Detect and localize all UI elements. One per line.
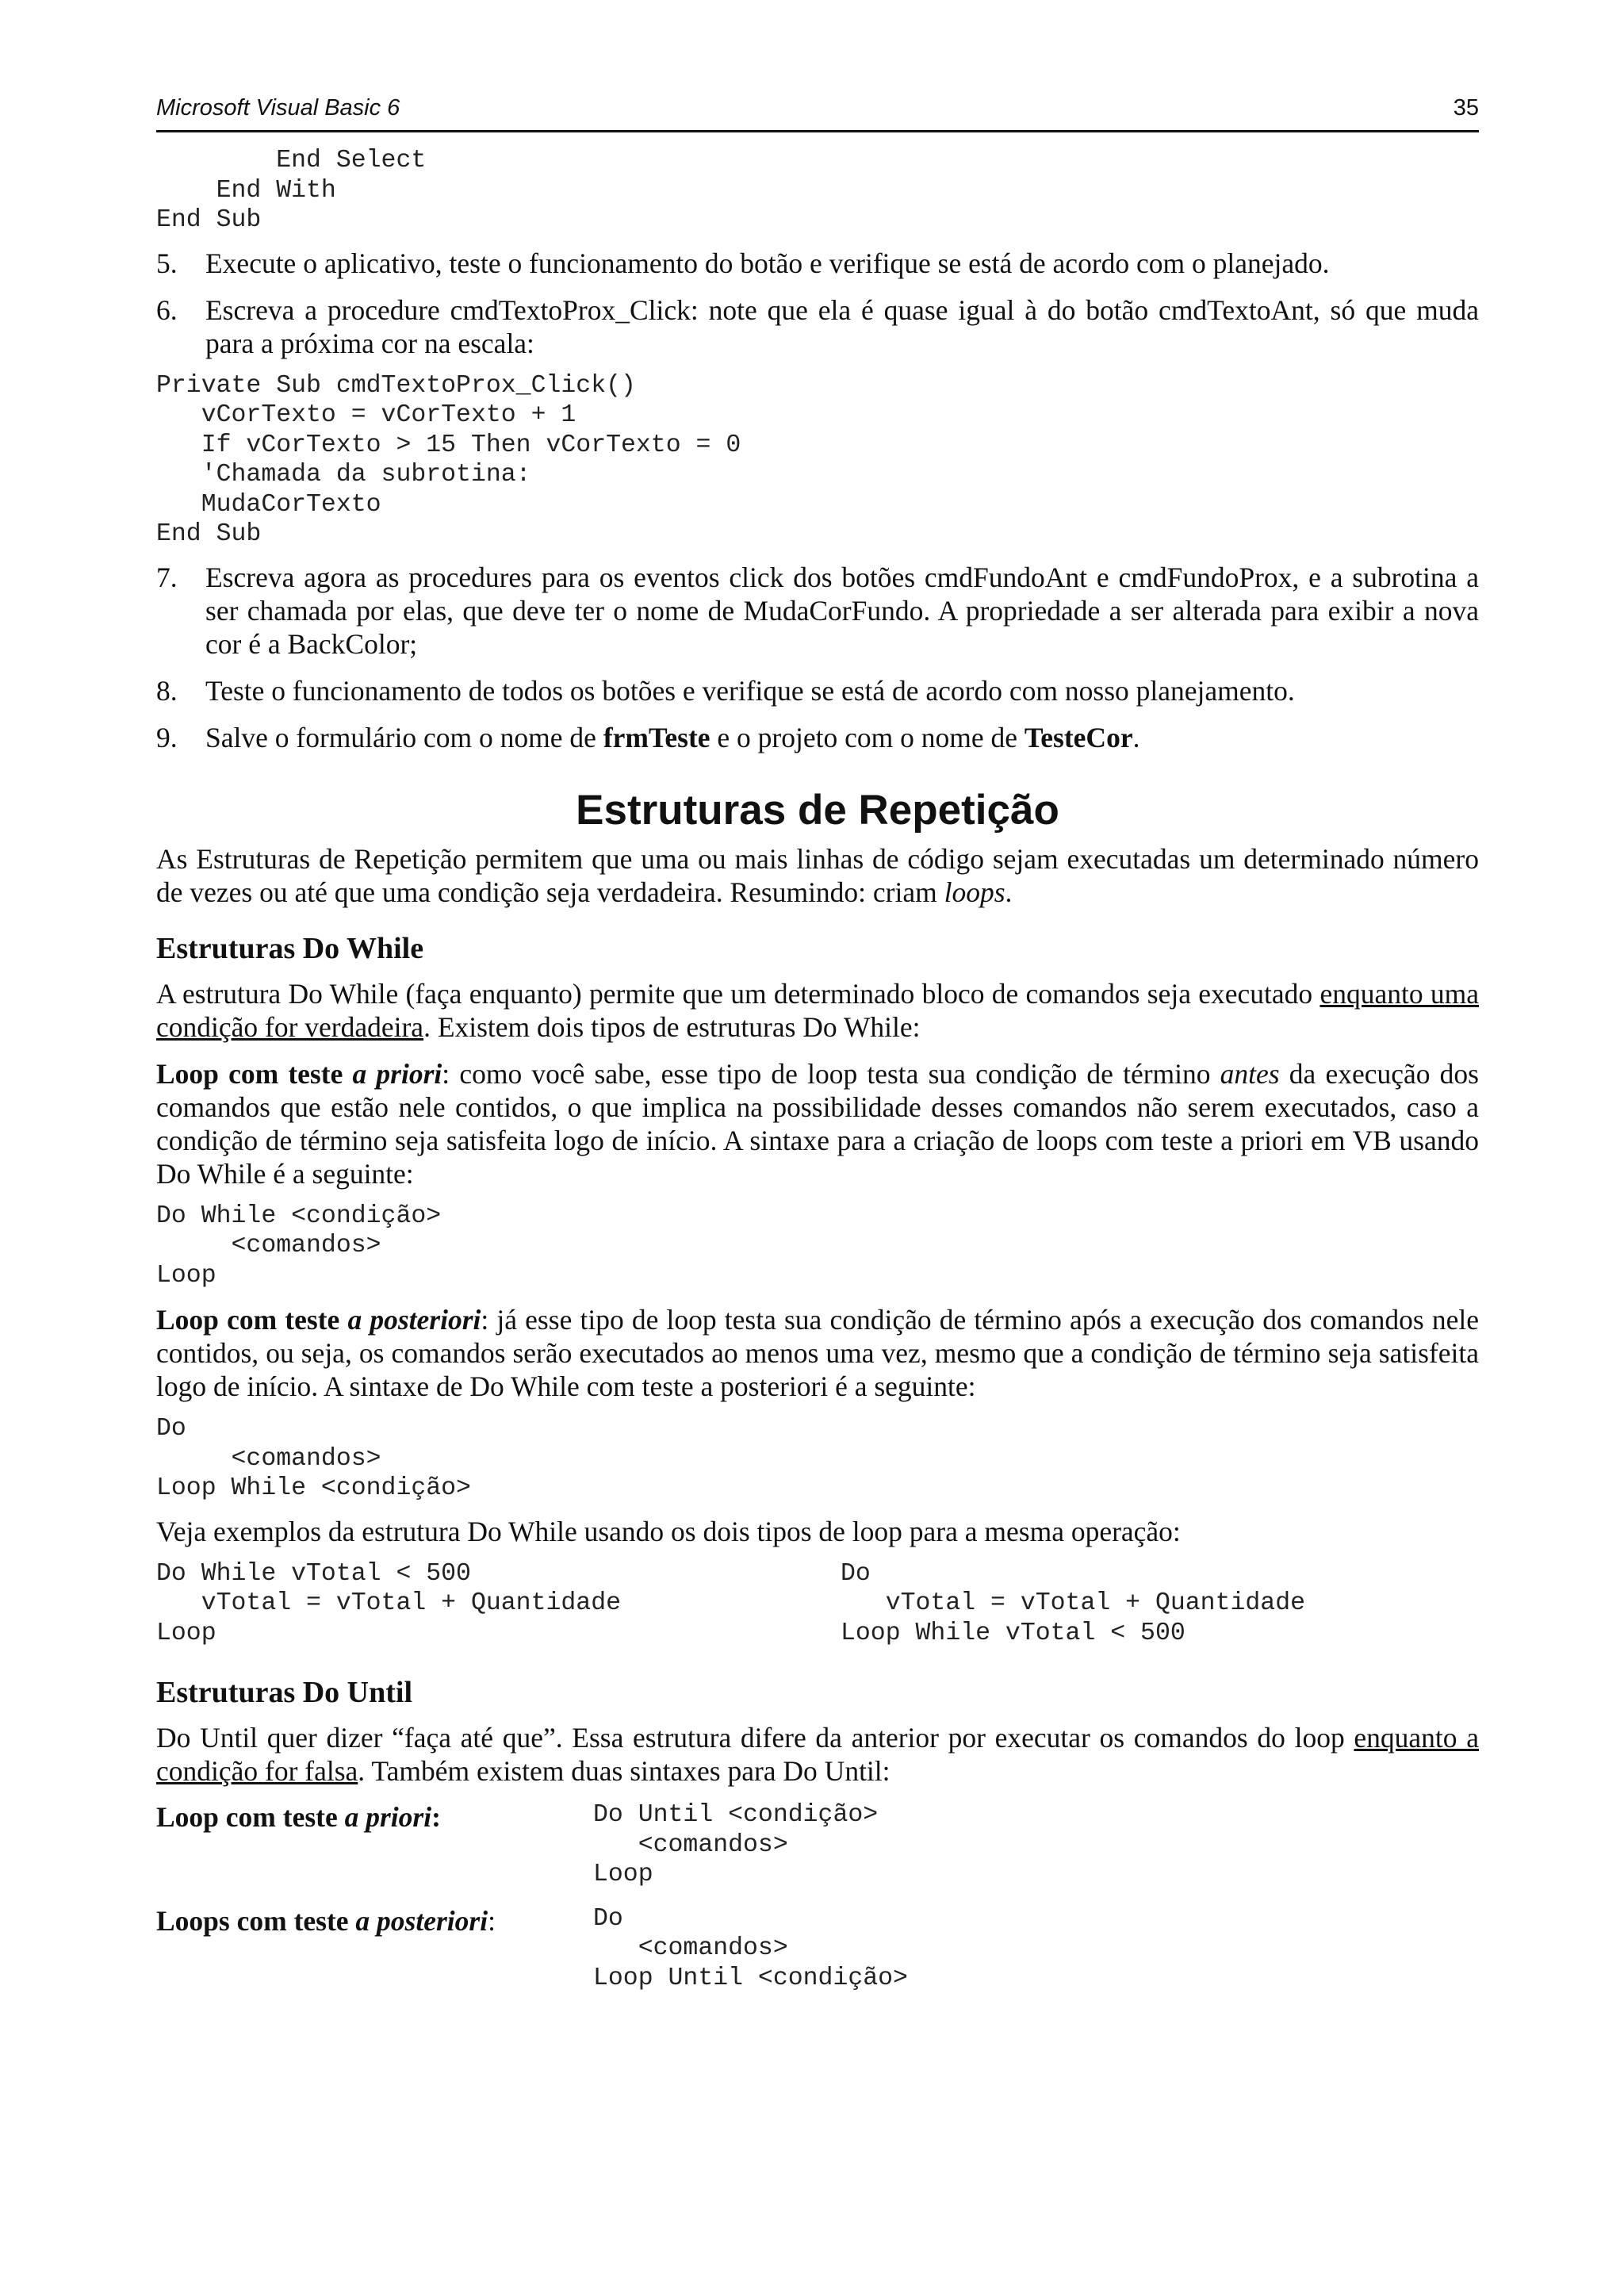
page-header [156, 94, 1479, 132]
priori-paragraph [156, 1057, 1479, 1190]
intro-text: As Estruturas de Repetição permitem que uma ou mais linhas de código sejam executadas um determinado número de vezes ou até que uma condição seja verdadeira. Resumindo: criam [156, 842, 1479, 908]
step-text-before: Salve o formulário com o nome de [205, 721, 603, 753]
section-title: Estruturas de Repetição [576, 786, 1059, 834]
do-until-underline: enquanto a condição for falsa [156, 1722, 1479, 1787]
priori-italic: antes [1220, 1057, 1280, 1090]
step-5 [156, 247, 1479, 280]
code-block-cmdtextoprox: Private Sub cmdTextoProx_Click() vCorTexto = vCorTexto + 1 If vCorTexto > 15 Then vCorTexto = 0 'Chamada da subrotina: MudaCorTexto End Sub [156, 371, 741, 548]
header-title: Microsoft Visual Basic 6 [156, 95, 400, 121]
document-page [156, 94, 1479, 1993]
step-number: 6. [156, 293, 178, 326]
intro-paragraph [156, 842, 1479, 909]
do-until-priori-label: Loop com teste a priori: [156, 1801, 441, 1833]
priori-text: : como você sabe, esse tipo de loop testa sua condição de término [442, 1057, 1220, 1090]
code-do-until-posteriori: Do <comandos> Loop Until <condição> [593, 1904, 908, 1992]
do-until-text-end: . Também existem duas sintaxes para Do Until: [358, 1755, 891, 1787]
step-text: Execute o aplicativo, teste o funcionamento do botão e verifique se está de acordo com o planejado. [205, 247, 1330, 279]
step-number: 9. [156, 721, 178, 753]
step-6 [156, 293, 1479, 360]
step-text: Escreva a procedure cmdTextoProx_Click: note que ela é quase igual à do botão cmdTextoAnt, só que muda para a próxima cor na escala: [205, 293, 1479, 359]
examples-intro: Veja exemplos da estrutura Do While usando os dois tipos de loop para a mesma operação: [156, 1515, 1181, 1547]
project-name: TesteCor [1024, 721, 1133, 753]
page-number: 35 [1453, 95, 1479, 121]
code-do-while-priori: Do While <condição> <comandos> Loop [156, 1202, 442, 1290]
heading-do-while: Estruturas Do While [156, 931, 424, 965]
do-while-text-end: . Existem dois tipos de estruturas Do While: [423, 1010, 921, 1043]
do-until-priori-row [156, 1800, 1479, 1890]
do-while-paragraph [156, 977, 1479, 1044]
priori-text-end: da execução dos comandos que estão nele contidos, o que implica na possibilidade desses comandos não serem executados, caso a condição de término seja satisfeita logo de início. A sintaxe para a criação de loops com teste a priori em VB usando Do While é a seguinte: [156, 1057, 1479, 1190]
step-text-after: . [1132, 721, 1140, 753]
form-name: frmTeste [603, 721, 710, 753]
step-number: 8. [156, 674, 178, 707]
priori-label: Loop com teste a priori [156, 1057, 442, 1090]
code-do-while-posteriori: Do <comandos> Loop While <condição> [156, 1415, 471, 1502]
example-do-while-posteriori: Do vTotal = vTotal + Quantidade Loop While vTotal < 500 [841, 1559, 1305, 1647]
example-do-while-priori: Do While vTotal < 500 vTotal = vTotal + Quantidade Loop [156, 1559, 621, 1647]
step-7 [156, 561, 1479, 661]
step-number: 7. [156, 561, 178, 593]
intro-italic: loops [944, 876, 1005, 908]
posteriori-label: Loop com teste a posteriori [156, 1304, 481, 1336]
code-block-end-select: End Select End With End Sub [156, 147, 427, 234]
step-text: Escreva agora as procedures para os eventos click dos botões cmdFundoAnt e cmdFundoProx, e a subrotina a ser chamada por elas, que deve ter o nome de MudaCorFundo. A propriedade a ser alterada para exibir a nova cor é a BackColor; [205, 561, 1479, 660]
do-while-underline: enquanto uma condição for verdadeira [156, 977, 1479, 1043]
step-9 [156, 721, 1479, 754]
step-8 [156, 674, 1479, 707]
intro-end: . [1005, 876, 1013, 908]
step-text: Teste o funcionamento de todos os botões e verifique se está de acordo com nosso planejamento. [205, 674, 1295, 707]
do-until-paragraph [156, 1721, 1479, 1788]
examples-two-columns [156, 1559, 1479, 1649]
do-until-text: Do Until quer dizer “faça até que”. Essa estrutura difere da anterior por executar os comandos do loop [156, 1722, 1354, 1754]
posteriori-paragraph [156, 1303, 1479, 1403]
step-text-mid: e o projeto com o nome de [710, 721, 1025, 753]
posteriori-text: : já esse tipo de loop testa sua condição de término após a execução dos comandos nele contidos, ou seja, os comandos serão executados ao menos uma vez, mesmo que a condição de término seja satisfeita logo de início. A sintaxe de Do While com teste a posteriori é a seguinte: [156, 1304, 1479, 1402]
do-until-posteriori-label: Loops com teste a posteriori: [156, 1904, 496, 1937]
code-do-until-priori: Do Until <condição> <comandos> Loop [593, 1801, 879, 1888]
do-while-text: A estrutura Do While (faça enquanto) permite que um determinado bloco de comandos seja executado [156, 977, 1320, 1010]
step-number: 5. [156, 247, 178, 279]
do-until-posteriori-row [156, 1904, 1479, 1994]
heading-do-until: Estruturas Do Until [156, 1676, 413, 1709]
